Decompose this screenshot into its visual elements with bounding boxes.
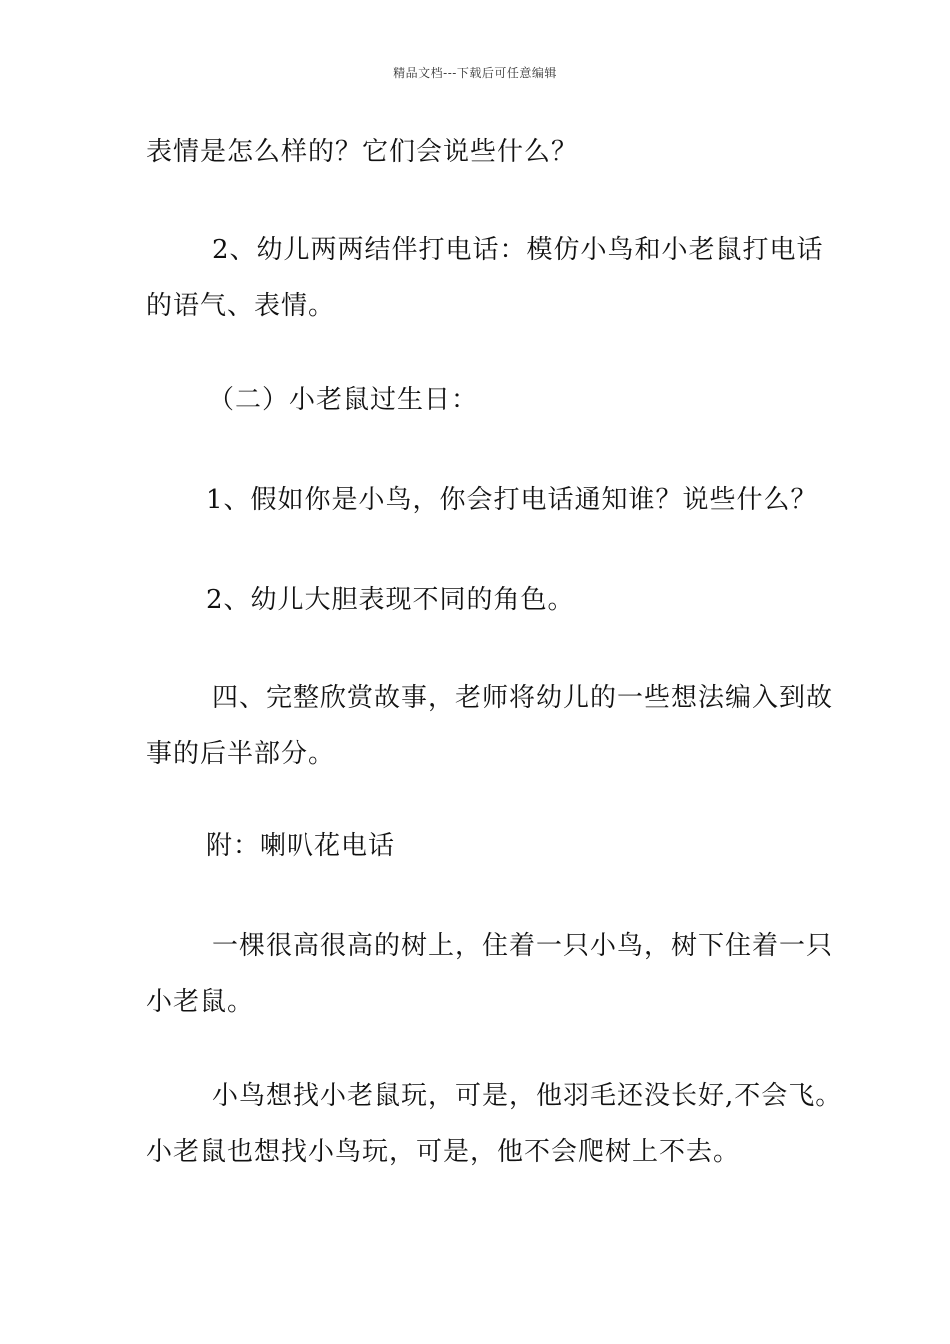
paragraph-7 <box>146 1068 846 1180</box>
paragraph-5 <box>146 670 836 782</box>
paragraph-line: 附：喇叭花电话 <box>206 831 396 861</box>
paragraph-line: 小老鼠。 <box>146 987 255 1017</box>
paragraph-line: 小老鼠也想找小鸟玩，可是，他不会爬树上不去。 <box>146 1137 741 1167</box>
paragraph-line: 一棵很高很高的树上，住着一只小鸟，树下住着一只 <box>212 931 834 961</box>
paragraph-line: 表情是怎么样的？它们会说些什么？ <box>146 137 579 167</box>
paragraph-line: 小鸟想找小老鼠玩，可是，他羽毛还没长好,不会飞。 <box>212 1081 843 1111</box>
paragraph-line: 1、假如你是小鸟，你会打电话通知谁？说些什么？ <box>206 485 818 515</box>
paragraph-line: 2、幼儿两两结伴打电话：模仿小鸟和小老鼠打电话 <box>212 235 824 265</box>
paragraph-4 <box>146 572 836 628</box>
paragraph-3 <box>146 472 836 528</box>
page-header: 精品文档---下载后可任意编辑 <box>393 66 557 80</box>
paragraph-1 <box>146 124 836 180</box>
paragraph-line: （二）小老鼠过生日： <box>208 385 479 415</box>
paragraph-line: 2、幼儿大胆表现不同的角色。 <box>206 585 575 615</box>
paragraph-2 <box>146 222 836 334</box>
paragraph-line: 四、完整欣赏故事，老师将幼儿的一些想法编入到故 <box>212 683 834 713</box>
appendix-title <box>146 818 836 874</box>
paragraph-line: 事的后半部分。 <box>146 739 336 769</box>
paragraph-6 <box>146 918 836 1030</box>
section-heading <box>146 372 836 428</box>
paragraph-line: 的语气、表情。 <box>146 291 336 321</box>
